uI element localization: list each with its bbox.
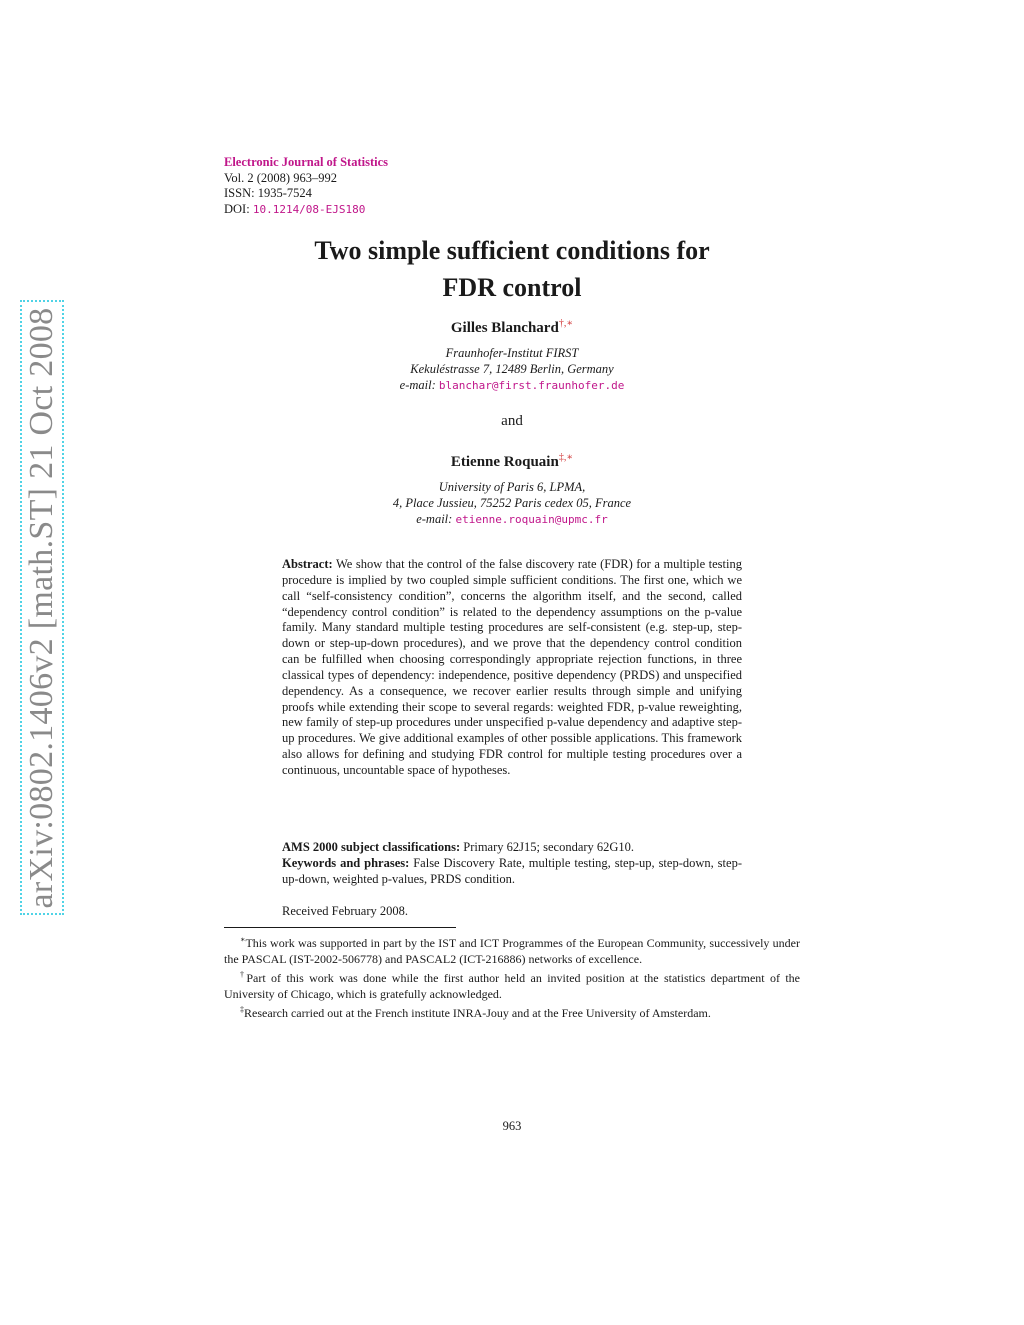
page-number: 963 [502,1119,522,1133]
footnote-2: †Part of this work was done while the first author held an invited position at the statistics department of the University of Chicago, which is gratefully acknowledged. [224,970,800,1001]
author-1-marks[interactable]: †,∗ [558,318,574,329]
abstract-text: We show that the control of the false discovery rate (FDR) for a multiple testing procedure is implied by two coupled simple sufficient conditions. The first one, which we call “self-consistency condition”, concerns the algorithm itself, and the second, called “dependency control condition” is related to the dependency assumptions on the p-value family. Many standard multiple testing procedures are self-consistent (e.g. step-up, step-down or step-up-down procedures), and we prove that the dependency control condition can be fulfilled when choosing correspondingly appropriate rejection functions, in three classical types of dependency: independence, positive dependency (PRDS) and unspecified dependency. As a consequence, we recover earlier results through simple and unifying proofs while extending their scope to several regards: weighted FDR, p-value reweighting, new family of step-up procedures under unspecified p-value dependency and adaptive step-up procedures. We give additional examples of other possible applications. This framework also allows for defining and studying FDR control for multiple testing procedures over a continuous, uncountable space of hypotheses. [282,557,742,777]
footnote-1: ∗This work was supported in part by the IST and ICT Programmes of the European Community, successively under the PASCAL (IST-2002-506778) and PASCAL2 (ICT-216886) networks of excellence. [224,935,800,966]
author-2-marks[interactable]: ‡,∗ [558,452,574,463]
ams-text: Primary 62J15; secondary 62G10. [463,840,635,854]
author-1-block [224,318,800,394]
and-separator: and [501,413,523,429]
author-1-email-line: e-mail: blanchar@first.fraunhofer.de [399,378,625,392]
author-2-block [224,452,800,528]
author-1-affiliation [224,345,800,394]
author-2-email[interactable]: etienne.roquain@upmc.fr [455,513,608,526]
arxiv-stamp-text: arXiv:0802.1406v2 [math.ST] 21 Oct 2008 [23,307,60,908]
received-date: Received February 2008. [282,904,409,918]
author-2-institute: University of Paris 6, LPMA, [438,480,586,494]
footnote-3: ‡Research carried out at the French institute INRA-Jouy and at the Free University of Amsterdam. [240,1005,711,1020]
paper-title [224,232,800,306]
author-2-affiliation [224,479,800,528]
author-1-address: Kekuléstrasse 7, 12489 Berlin, Germany [410,362,614,376]
keywords-text: False Discovery Rate, multiple testing, step-up, step-down, step-up-down, weighted p-values, PRDS condition. [282,856,742,886]
doi-label: DOI: [224,201,253,216]
journal-name[interactable]: Electronic Journal of Statistics [224,155,388,169]
abstract [282,557,742,779]
journal-issn: ISSN: 1935-7524 [224,186,312,200]
classifications [282,839,742,887]
author-2-email-line: e-mail: etienne.roquain@upmc.fr [416,512,608,526]
keywords-label: Keywords and phrases: [282,856,410,870]
arxiv-stamp [20,300,64,915]
title-line-1: Two simple sufficient conditions for [314,236,710,265]
author-1-institute: Fraunhofer-Institut FIRST [445,346,579,360]
ams-label: AMS 2000 subject classifications: [282,840,461,854]
author-2-name: Etienne Roquain‡,∗ [450,452,574,470]
author-1-email[interactable]: blanchar@first.fraunhofer.de [438,379,625,392]
keywords-line [282,855,742,887]
journal-volume: Vol. 2 (2008) 963–992 [224,170,337,185]
title-line-2: FDR control [442,273,582,302]
ams-line [282,839,742,855]
footnotes [224,932,800,1021]
footnote-rule [224,927,456,928]
doi-link[interactable]: 10.1214/08-EJS180 [252,202,366,216]
author-2-address: 4, Place Jussieu, 75252 Paris cedex 05, France [392,496,632,510]
author-1-name: Gilles Blanchard†,∗ [450,318,574,336]
journal-doi [224,202,388,218]
journal-header [224,155,388,217]
abstract-label: Abstract: [282,557,333,571]
